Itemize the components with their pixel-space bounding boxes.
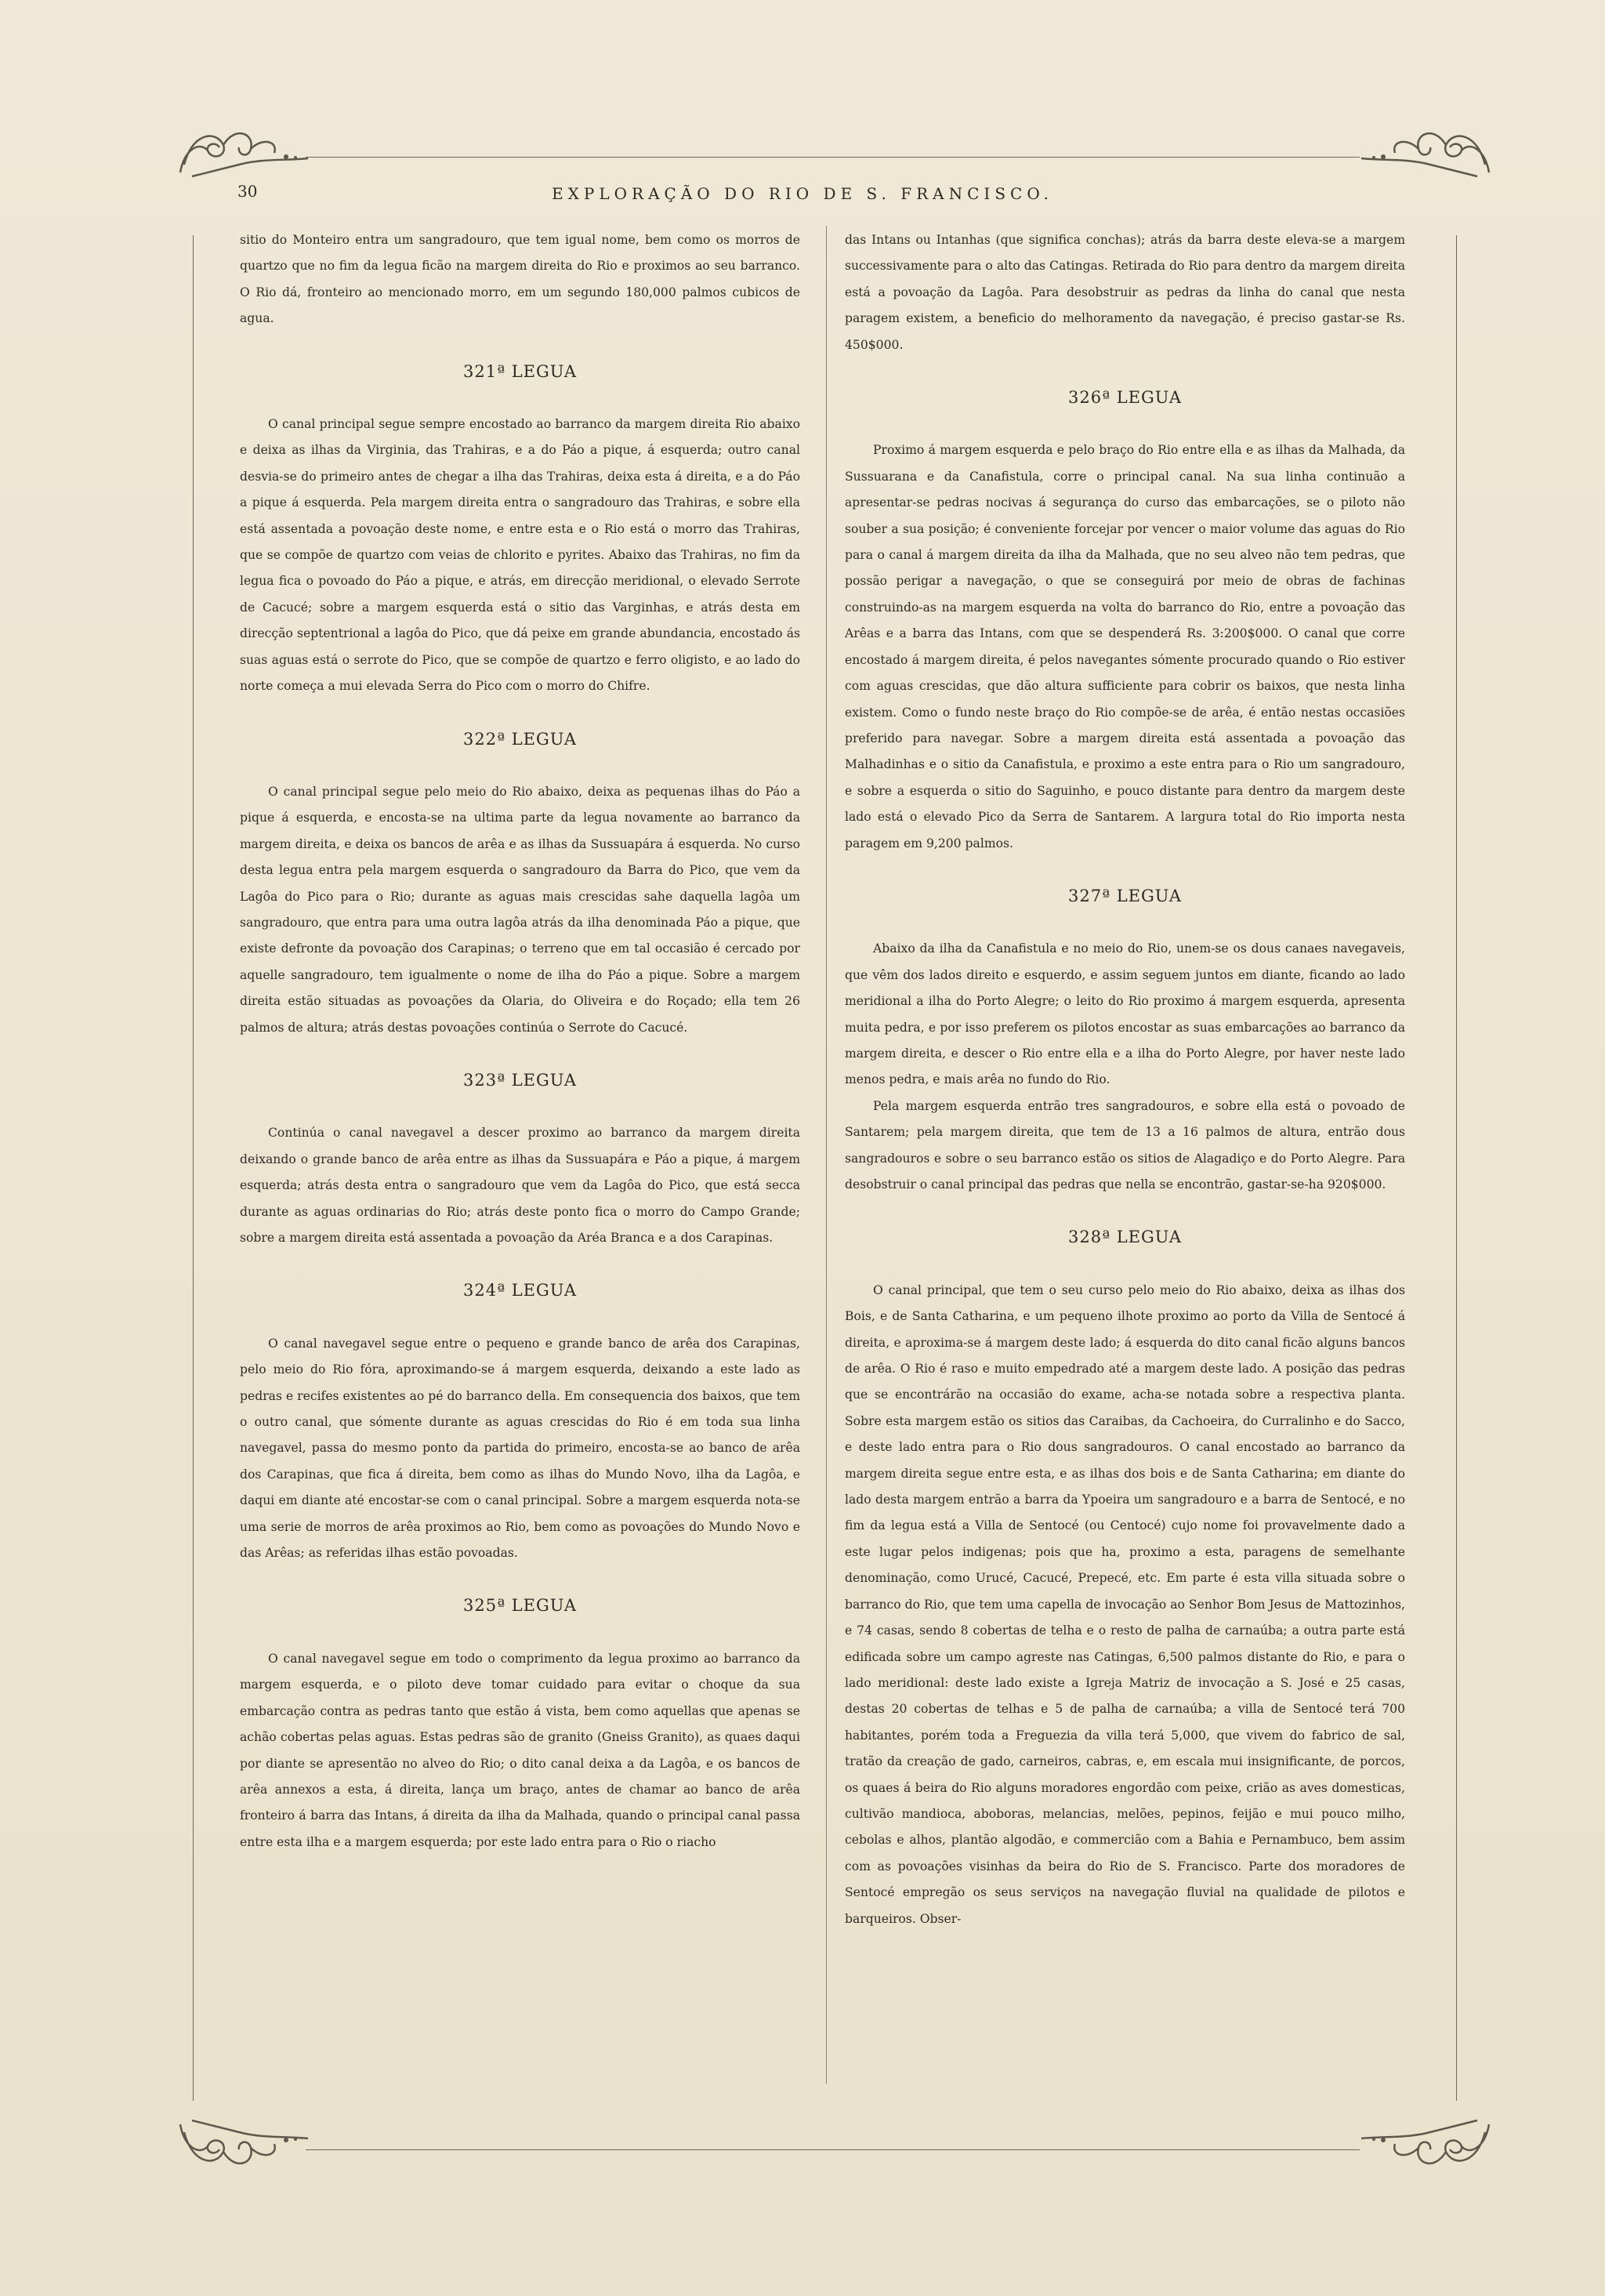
paragraph-323: Continúa o canal navegavel a descer proximo ao barranco da margem direita deixando o grande banco de arêa entre as ilhas da Sussuapára e Páo a pique, á margem esquerda; atrás desta entra o sangradouro que vem da Lagôa do Pico, que está secca durante as aguas ordinarias do Rio; atrás deste ponto fica o morro do Campo Grande; sobre a margem direita está assentada a povoação da Aréa Branca e a dos Carapinas. (240, 1126, 800, 1245)
ornament-bottom-left (176, 2116, 310, 2179)
heading-326: 326ª LEGUA (1067, 388, 1182, 408)
paragraph-322: O canal principal segue pelo meio do Rio abaixo, deixa as pequenas ilhas do Páo a pique á esquerda, e encosta-se na ultima parte da legua novamente ao barranco da margem direita, e deixa os bancos de arêa e as ilhas da Sussuapára á esquerda. No curso desta legua entra pela margem esquerda o sangradouro da Barra do Pico, que vem da Lagôa do Pico para o Rio; durante as aguas mais crescidas sahe daquella lagôa um sangradouro, que entra para uma outra lagôa atrás da ilha denominada Páo a pique, que existe defronte da povoação dos Carapinas; o terreno que em tal occasião é cercado por aquelle sangradouro, tem igualmente o nome de ilha do Páo a pique. Sobre a margem direita estão situadas as povoações da Olaria, do Oliveira e do Roçado; ella tem 26 palmos de altura; atrás destas povoações continúa o Serrote do Cacucé. (240, 784, 800, 1035)
frame-left-rule (193, 235, 194, 2101)
heading-323: 323ª LEGUA (462, 1070, 577, 1090)
paragraph-327-b: Pela margem esquerda entrão tres sangradouros, e sobre ella está o povoado de Santarem; pela margem direita, que tem de 13 a 16 palmos de altura, entrão dous sangradouros e sobre o seu barranco estão os sitios de Alagadiço e do Porto Alegre. Para desobstruir o canal principal das pedras que nella se encontrão, gastar-se-ha 920$000. (845, 1098, 1405, 1192)
heading-328: 328ª LEGUA (1067, 1228, 1182, 1247)
page-number: 30 (237, 182, 258, 201)
heading-321: 321ª LEGUA (462, 361, 577, 381)
left-intro-paragraph: sitio do Monteiro entra um sangradouro, que tem igual nome, bem como os morros de quartzo que no fim da legua ficão na margem direita do Rio e proximos ao seu barranco. O Rio dá, fronteiro ao mencionado morro, em um segundo 180,000 palmos cubicos de agua. (240, 233, 800, 326)
heading-325: 325ª LEGUA (462, 1596, 577, 1616)
running-title: EXPLORAÇÃO DO RIO DE S. FRANCISCO. (552, 184, 1053, 203)
ornament-top-right (1360, 118, 1493, 180)
heading-327: 327ª LEGUA (1067, 886, 1182, 905)
paragraph-327-a: Abaixo da ilha da Canafistula e no meio do Rio, unem-se os dous canaes navegaveis, que vêm dos lados direito e esquerdo, e assim seguem juntos em diante, ficando ao lado meridional a ilha do Porto Alegre; o leito do Rio proximo á margem esquerda, apresenta muita pedra, e por isso preferem os pilotos encostar as suas embarcações ao barranco da margem direita, e descer o Rio entre ella e a ilha do Porto Alegre, por haver neste lado menos pedra, e mais arêa no fundo do Rio. (845, 941, 1405, 1087)
ornament-bottom-right (1360, 2116, 1493, 2179)
frame-right-rule (1456, 235, 1457, 2101)
heading-324: 324ª LEGUA (462, 1281, 577, 1300)
paragraph-325: O canal navegavel segue em todo o comprimento da legua proximo ao barranco da margem esquerda, e o piloto deve tomar cuidado para evitar o choque da sua embarcação contra as pedras tanto que estão á vista, bem como aquellas que apenas se achão cobertas pelas aguas. Estas pedras são de granito (Gneiss Granito), as quaes daqui por diante se apresentão no alveo do Rio; o dito canal deixa a da Lagôa, e os bancos de arêa annexos a esta, á direita, lança um braço, antes de chamar ao banco de arêa fronteiro á barra das Intans, á direita da ilha da Malhada, quando o principal canal passa entre esta ilha e a margem esquerda; por este lado entra para o Rio o riacho (240, 1651, 800, 1849)
paragraph-324: O canal navegavel segue entre o pequeno e grande banco de arêa dos Carapinas, pelo meio do Rio fóra, aproximando-se á margem esquerda, deixando a este lado as pedras e recifes existentes ao pé do barranco della. Em consequencia dos baixos, que tem o outro canal, que sómente durante as aguas crescidas do Rio é em toda sua linha navegavel, passa do mesmo ponto da partida do primeiro, encosta-se ao banco de arêa dos Carapinas, que fica á direita, bem como as ilhas do Mundo Novo, ilha da Lagôa, e daqui em diante até encostar-se com o canal principal. Sobre a margem esquerda nota-se uma serie de morros de arêa proximos ao Rio, bem como as povoações do Mundo Novo e das Arêas; as referidas ilhas estão povoadas. (240, 1336, 800, 1561)
ornament-top-left (176, 118, 310, 180)
heading-322: 322ª LEGUA (462, 729, 577, 749)
paragraph-328: O canal principal, que tem o seu curso pelo meio do Rio abaixo, deixa as ilhas dos Bois, e de Santa Catharina, e um pequeno ilhote proximo ao porto da Villa de Sentocé á direita, e aproxima-se á margem deste lado; á esquerda do dito canal ficão alguns bancos de arêa. O Rio é raso e muito empedrado até a margem deste lado. A posição das pedras que se encontrárão na occasião do exame, acha-se notada sobre a respectiva planta. Sobre esta margem estão os sitios das Caraibas, da Cachoeira, do Curralinho e do Sacco, e deste lado entra para o Rio dous sangradouros. O canal encostado ao barranco da margem direita segue entre esta, e as ilhas dos bois e de Santa Catharina; em diante do lado desta margem entrão a barra da Ypoeira um sangradouro e a barra de Sentocé, e no fim da legua está a Villa de Sentocé (ou Centocé) cujo nome foi provavelmente dado a este lugar pelos indigenas; pois que ha, proximo a esta, paragens de semelhante denominação, como Urucé, Cacucé, Prepecé, etc. Em parte é esta villa situada sobre o barranco do Rio, que tem uma capella de invocação ao Senhor Bom Jesus de Mattozinhos, e 74 casas, sendo 8 cobertas de telha e o resto de palha de carnaúba; a outra parte está edificada sobre um campo agreste nas Catingas, 6,500 palmos distante do Rio, e para o lado meridional: deste lado existe a Igreja Matriz de invocação a S. José e 25 casas, destas 20 cobertas de telhas e 5 de palha de carnaúba; a villa de Sentocé terá 700 habitantes, porém toda a Freguezia da villa terá 5,000, que vivem do fabrico de sal, tratão da creação de gado, carneiros, cabras, e, em escala mui insignificante, de porcos, os quaes á beira do Rio alguns moradores engordão com peixe, crião as aves domesticas, cultivão mandioca, aboboras, melancias, melões, pepinos, feijão e mui pouco milho, cebolas e alhos, plantão algodão, e commercião com a Bahia e Pernambuco, bem assim com as povoações visinhas da beira do Rio de S. Francisco. Parte dos moradores de Sentocé empregão os seus serviços na navegação fluvial na qualidade de pilotos e barqueiros. Obser- (845, 1282, 1405, 1926)
paragraph-326: Proximo á margem esquerda e pelo braço do Rio entre ella e as ilhas da Malhada, da Sussuarana e da Canafistula, corre o principal canal. Na sua linha continuão a apresentar-se pedras nocivas á segurança do curso das embarcações, se o piloto não souber a sua posição; é conveniente forcejar por vencer o maior volume das aguas do Rio para o canal á margem direita da ilha da Malhada, que no seu alveo não tem pedras, que possão perigar a navegação, o que se conseguirá por meio de obras de fachinas construindo-as na margem esquerda na volta do barranco do Rio, entre a povoação das Arêas e a barra das Intans, com que se despenderá Rs. 3:200$000. O canal que corre encostado á margem direita, é pelos navegantes sómente procurado quando o Rio estiver com aguas crescidas, que dão altura sufficiente para cobrir os baixos, que nesta linha existem. Como o fundo neste braço do Rio compõe-se de arêa, é então nestas occasiões preferido para navegar. Sobre a margem direita está assentada a povoação das Malhadinhas e o sitio da Canafistula, e proximo a este entra para o Rio um sangradouro, e sobre a esquerda o sitio do Saguinho, e pouco distante para dentro da margem deste lado está o elevado Pico da Serra de Santarem. A largura total do Rio importa nesta paragem em 9,200 palmos. (845, 443, 1405, 851)
right-column (845, 227, 1405, 1932)
frame-top-rule (306, 157, 1360, 158)
frame-bottom-rule (306, 2149, 1360, 2150)
left-column (240, 227, 800, 1855)
column-divider (826, 226, 827, 2084)
right-intro-paragraph: das Intans ou Intanhas (que significa conchas); atrás da barra deste eleva-se a margem successivamente para o alto das Catingas. Retirada do Rio para dentro da margem direita está a povoação da Lagôa. Para desobstruir as pedras da linha do canal que nesta paragem existem, a beneficio do melhoramento da navegação, é preciso gastar-se Rs. 450$000. (845, 233, 1405, 352)
paragraph-321: O canal principal segue sempre encostado ao barranco da margem direita Rio abaixo e deixa as ilhas da Virginia, das Trahiras, e a do Páo a pique, á esquerda; outro canal desvia-se do primeiro antes de chegar a ilha das Trahiras, deixa esta á direita, e a do Páo a pique á esquerda. Pela margem direita entra o sangradouro das Trahiras, e sobre ella está assentada a povoação deste nome, e entre esta e o Rio está o morro das Trahiras, que se compõe de quartzo com veias de chlorito e pyrites. Abaixo das Trahiras, no fim da legua fica o povoado do Páo a pique, e atrás, em direcção meridional, o elevado Serrote de Cacucé; sobre a margem esquerda está o sitio das Varginhas, e atrás desta em direcção septentrional a lagôa do Pico, que dá peixe em grande abundancia, encostado ás suas aguas está o serrote do Pico, que se compõe de quartzo e ferro oligisto, e ao lado do norte começa a mui elevada Serra do Pico com o morro do Chifre. (240, 417, 800, 694)
